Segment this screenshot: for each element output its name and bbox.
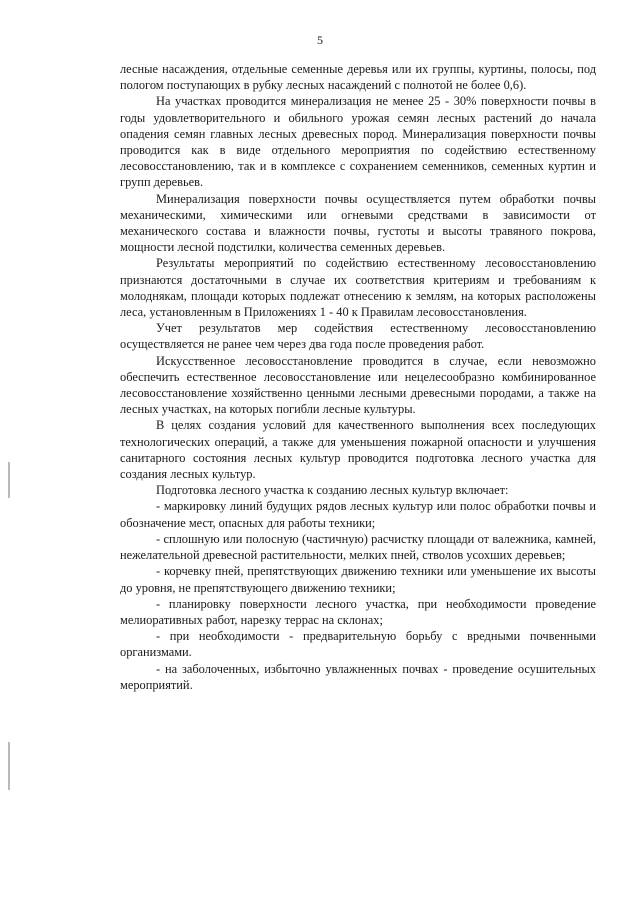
paragraph: Подготовка лесного участка к созданию лесных культур включает: — [156, 483, 509, 498]
page-number: 5 — [317, 33, 323, 47]
list-item: - при необходимости - предварительную борьбу с вредными почвенными организмами. — [120, 629, 596, 660]
list-item: - на заболоченных, избыточно увлажненных почвах - проведение осушительных мероприятий. — [120, 661, 596, 692]
list-item: - маркировку линий будущих рядов лесных культур или полос обработки почвы и обозначение мест, опасных для работы техники; — [120, 499, 596, 530]
paragraph: Минерализация поверхности почвы осуществляется путем обработки почвы механическими, химическими или огневыми средствами в зависимости от механического состава и влажности почвы, густоты и высоты травяного покрова, мощности лесной подстилки, количества семенных деревьев. — [120, 191, 596, 255]
list-item: - планировку поверхности лесного участка, при необходимости проведение мелиоративных работ, нарезку террас на склонах; — [120, 596, 596, 627]
paragraph: лесные насаждения, отдельные семенные деревья или их группы, куртины, полосы, под пологом поступающих в рубку лесных насаждений с полнотой не более 0,6). — [120, 62, 596, 93]
document-body — [120, 61, 596, 693]
paragraph: На участках проводится минерализация не менее 25 - 30% поверхности почвы в годы удовлетворительного и обильного урожая семян лесных растений до начала опадения семян главных лесных древесных пород. Минерализация поверхности почвы проводится как в виде отдельного мероприятия по содействию естественному лесовосстановлению, так и в комплексе с сохранением семенников, семенных куртин и групп деревьев. — [120, 94, 596, 190]
list-item: - корчевку пней, препятствующих движению техники или уменьшение их высоты до уровня, не препятствующего движению техники; — [120, 564, 596, 595]
list-item: - сплошную или полосную (частичную) расчистку площади от валежника, камней, нежелательной древесной растительности, мелких пней, стволов усохших деревьев; — [120, 531, 596, 563]
paragraph: В целях создания условий для качественного выполнения всех последующих технологических операций, а также для уменьшения пожарной опасности и улучшения санитарного состояния лесных культур проводится подготовка лесного участка для создания лесных культур. — [120, 418, 596, 482]
paragraph: Результаты мероприятий по содействию естественному лесовосстановлению признаются достаточными в случае их соответствия критериям и требованиям к молоднякам, площади которых подлежат отнесению к землям, на которых расположены леса, установленным в Приложениях 1 - 40 к Правилам лесовосстановления. — [120, 256, 596, 320]
paragraph: Искусственное лесовосстановление проводится в случае, если невозможно обеспечить естественное лесовосстановление или нецелесообразно комбинированное лесовосстановление хозяйственно ценными лесными древесными породами, а также на лесных участках, на которых погибли лесные культуры. — [120, 353, 596, 417]
paragraph: Учет результатов мер содействия естественному лесовосстановлению осуществляется не ранее чем через два года после проведения работ. — [120, 321, 596, 352]
margin-scan-mark — [8, 742, 10, 790]
margin-scan-mark — [8, 462, 10, 498]
